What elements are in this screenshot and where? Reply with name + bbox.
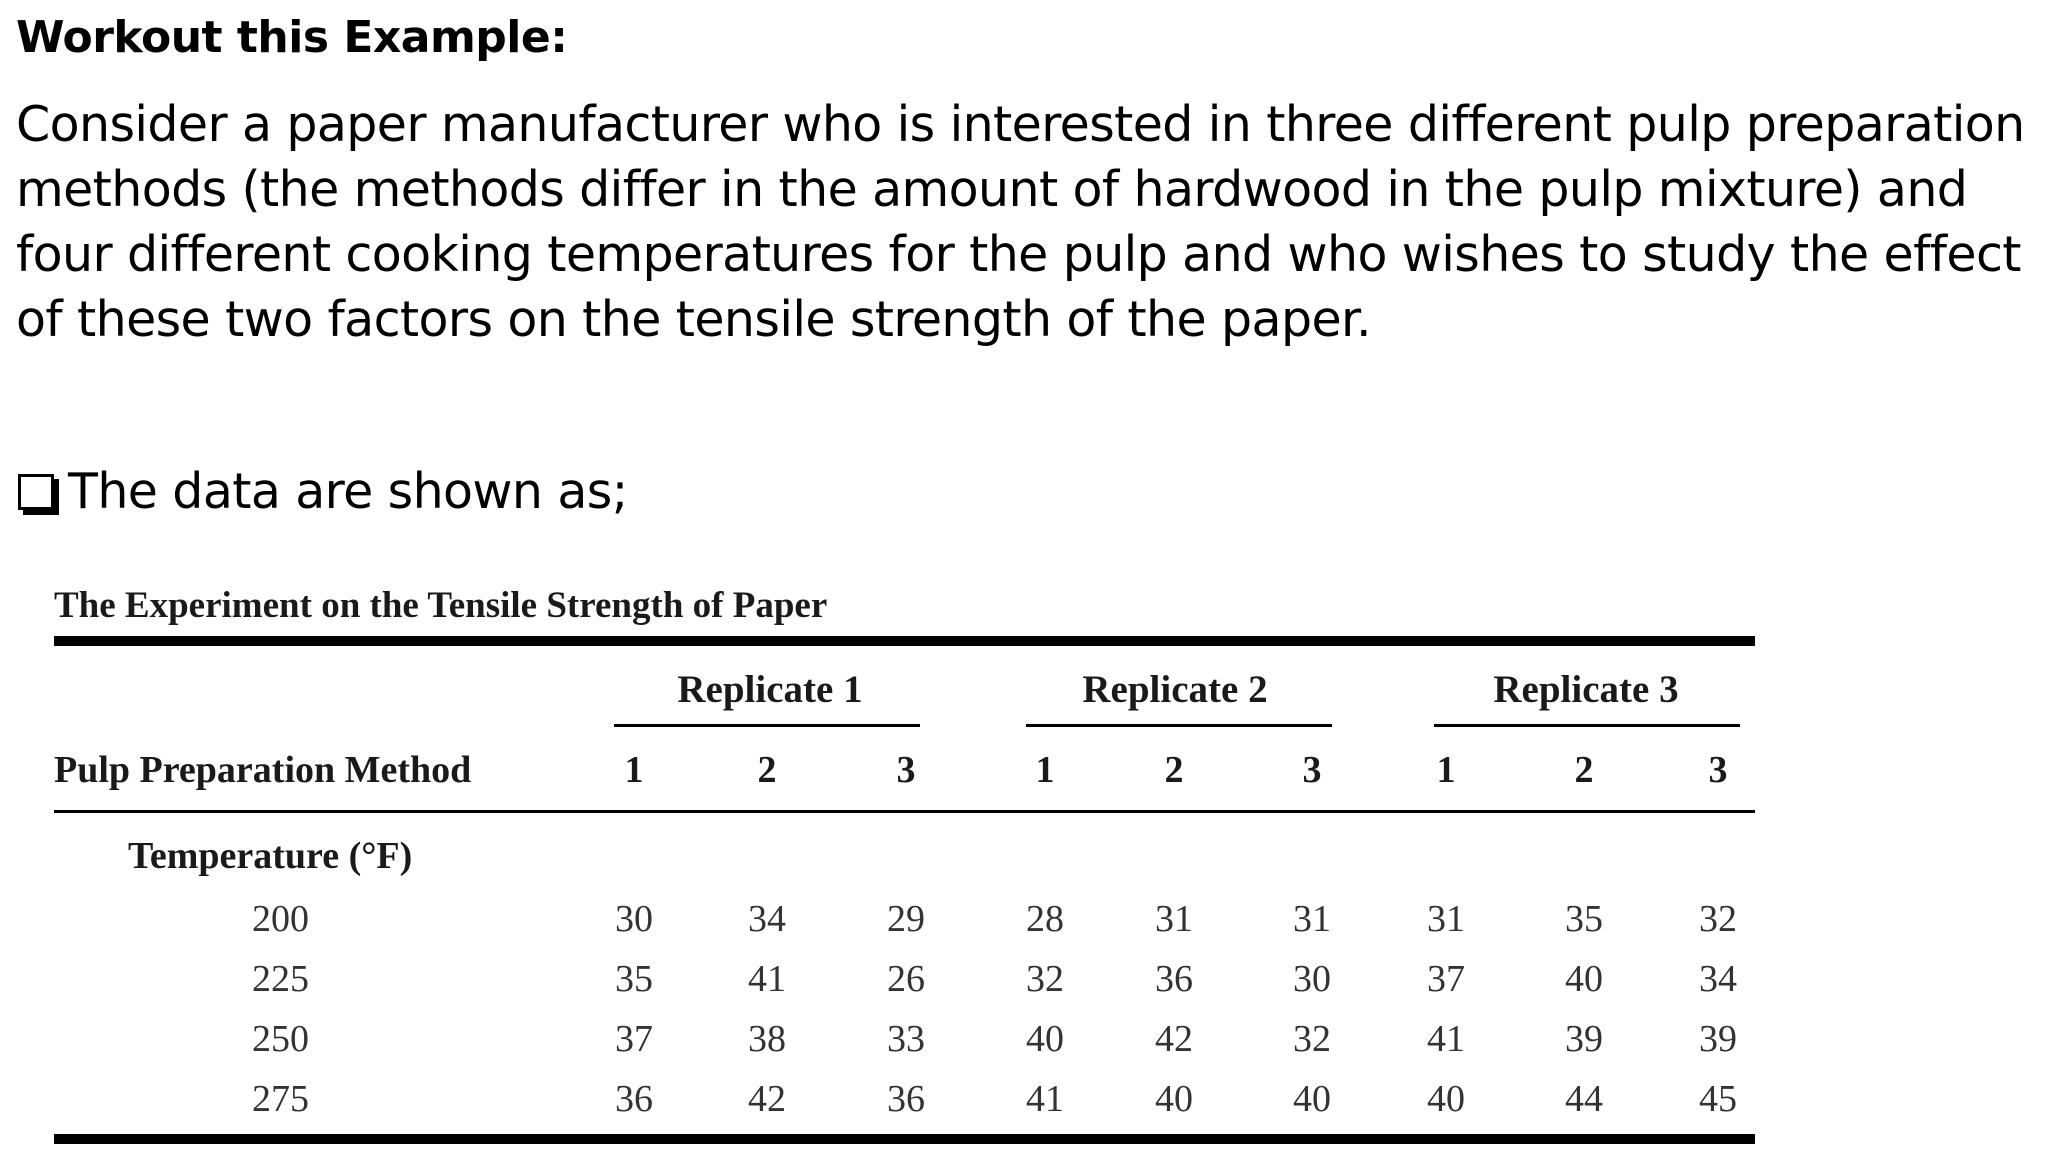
table-cell: 42 — [748, 1078, 786, 1120]
method-header: 2 — [1574, 749, 1594, 791]
table-cell: 34 — [1699, 958, 1737, 1000]
table-cell: 32 — [1699, 898, 1737, 940]
table-cell: 36 — [1155, 958, 1193, 1000]
table-cell: 30 — [1293, 958, 1331, 1000]
table-cell: 40 — [1565, 958, 1603, 1000]
replicate-2-header: Replicate 2 — [1082, 668, 1268, 711]
table-cell: 28 — [1026, 898, 1064, 940]
header-rule — [54, 810, 1755, 813]
table-cell: 36 — [615, 1078, 653, 1120]
table-cell: 41 — [748, 958, 786, 1000]
method-header: 2 — [1164, 749, 1184, 791]
table-cell: 29 — [887, 898, 925, 940]
method-header: 1 — [624, 749, 644, 791]
bullet-text: The data are shown as; — [68, 463, 628, 520]
table-cell: 33 — [887, 1018, 925, 1060]
table-cell: 41 — [1427, 1018, 1465, 1060]
table-cell: 26 — [887, 958, 925, 1000]
replicate-1-underline — [614, 724, 920, 727]
temperature-label: Temperature (°F) — [128, 835, 413, 877]
slide-title: Workout this Example: — [16, 12, 568, 63]
table-cell: 35 — [1565, 898, 1603, 940]
method-header: 3 — [1302, 749, 1322, 791]
table-cell: 38 — [748, 1018, 786, 1060]
replicate-2-underline — [1026, 724, 1332, 727]
table-cell: 35 — [615, 958, 653, 1000]
replicate-3-underline — [1434, 724, 1740, 727]
temperature-value: 275 — [252, 1078, 309, 1120]
table-cell: 45 — [1699, 1078, 1737, 1120]
replicate-1-header: Replicate 1 — [677, 668, 863, 711]
table-cell: 41 — [1026, 1078, 1064, 1120]
table-cell: 31 — [1155, 898, 1193, 940]
table-cell: 31 — [1293, 898, 1331, 940]
table-cell: 40 — [1427, 1078, 1465, 1120]
table-cell: 40 — [1026, 1018, 1064, 1060]
table-cell: 31 — [1427, 898, 1465, 940]
table-cell: 34 — [748, 898, 786, 940]
method-header: 3 — [896, 749, 916, 791]
table-cell: 32 — [1026, 958, 1064, 1000]
method-header: 3 — [1708, 749, 1728, 791]
table-cell: 40 — [1155, 1078, 1193, 1120]
replicate-3-header: Replicate 3 — [1493, 668, 1679, 711]
table-cell: 32 — [1293, 1018, 1331, 1060]
temperature-value: 225 — [252, 958, 309, 1000]
top-rule — [54, 636, 1755, 646]
table-cell: 30 — [615, 898, 653, 940]
bottom-rule — [54, 1134, 1755, 1144]
table-cell: 37 — [615, 1018, 653, 1060]
method-column-label: Pulp Preparation Method — [54, 749, 472, 791]
table-cell: 37 — [1427, 958, 1465, 1000]
slide-paragraph: Consider a paper manufacturer who is interested in three different pulp preparation methods (the methods differ in the amount of hardwood in the pulp mixture) and four different cooking temperatures for the pulp and who wishes to study the effect of these two factors on the tensile strength of the paper. — [16, 96, 2025, 348]
table-cell: 42 — [1155, 1018, 1193, 1060]
table-caption: The Experiment on the Tensile Strength of Paper — [54, 585, 828, 626]
table-cell: 40 — [1293, 1078, 1331, 1120]
method-header: 2 — [757, 749, 777, 791]
table-cell: 39 — [1565, 1018, 1603, 1060]
temperature-value: 250 — [252, 1018, 309, 1060]
method-header: 1 — [1436, 749, 1456, 791]
table-cell: 36 — [887, 1078, 925, 1120]
table-cell: 39 — [1699, 1018, 1737, 1060]
table-cell: 44 — [1565, 1078, 1603, 1120]
method-header: 1 — [1035, 749, 1055, 791]
temperature-value: 200 — [252, 898, 309, 940]
